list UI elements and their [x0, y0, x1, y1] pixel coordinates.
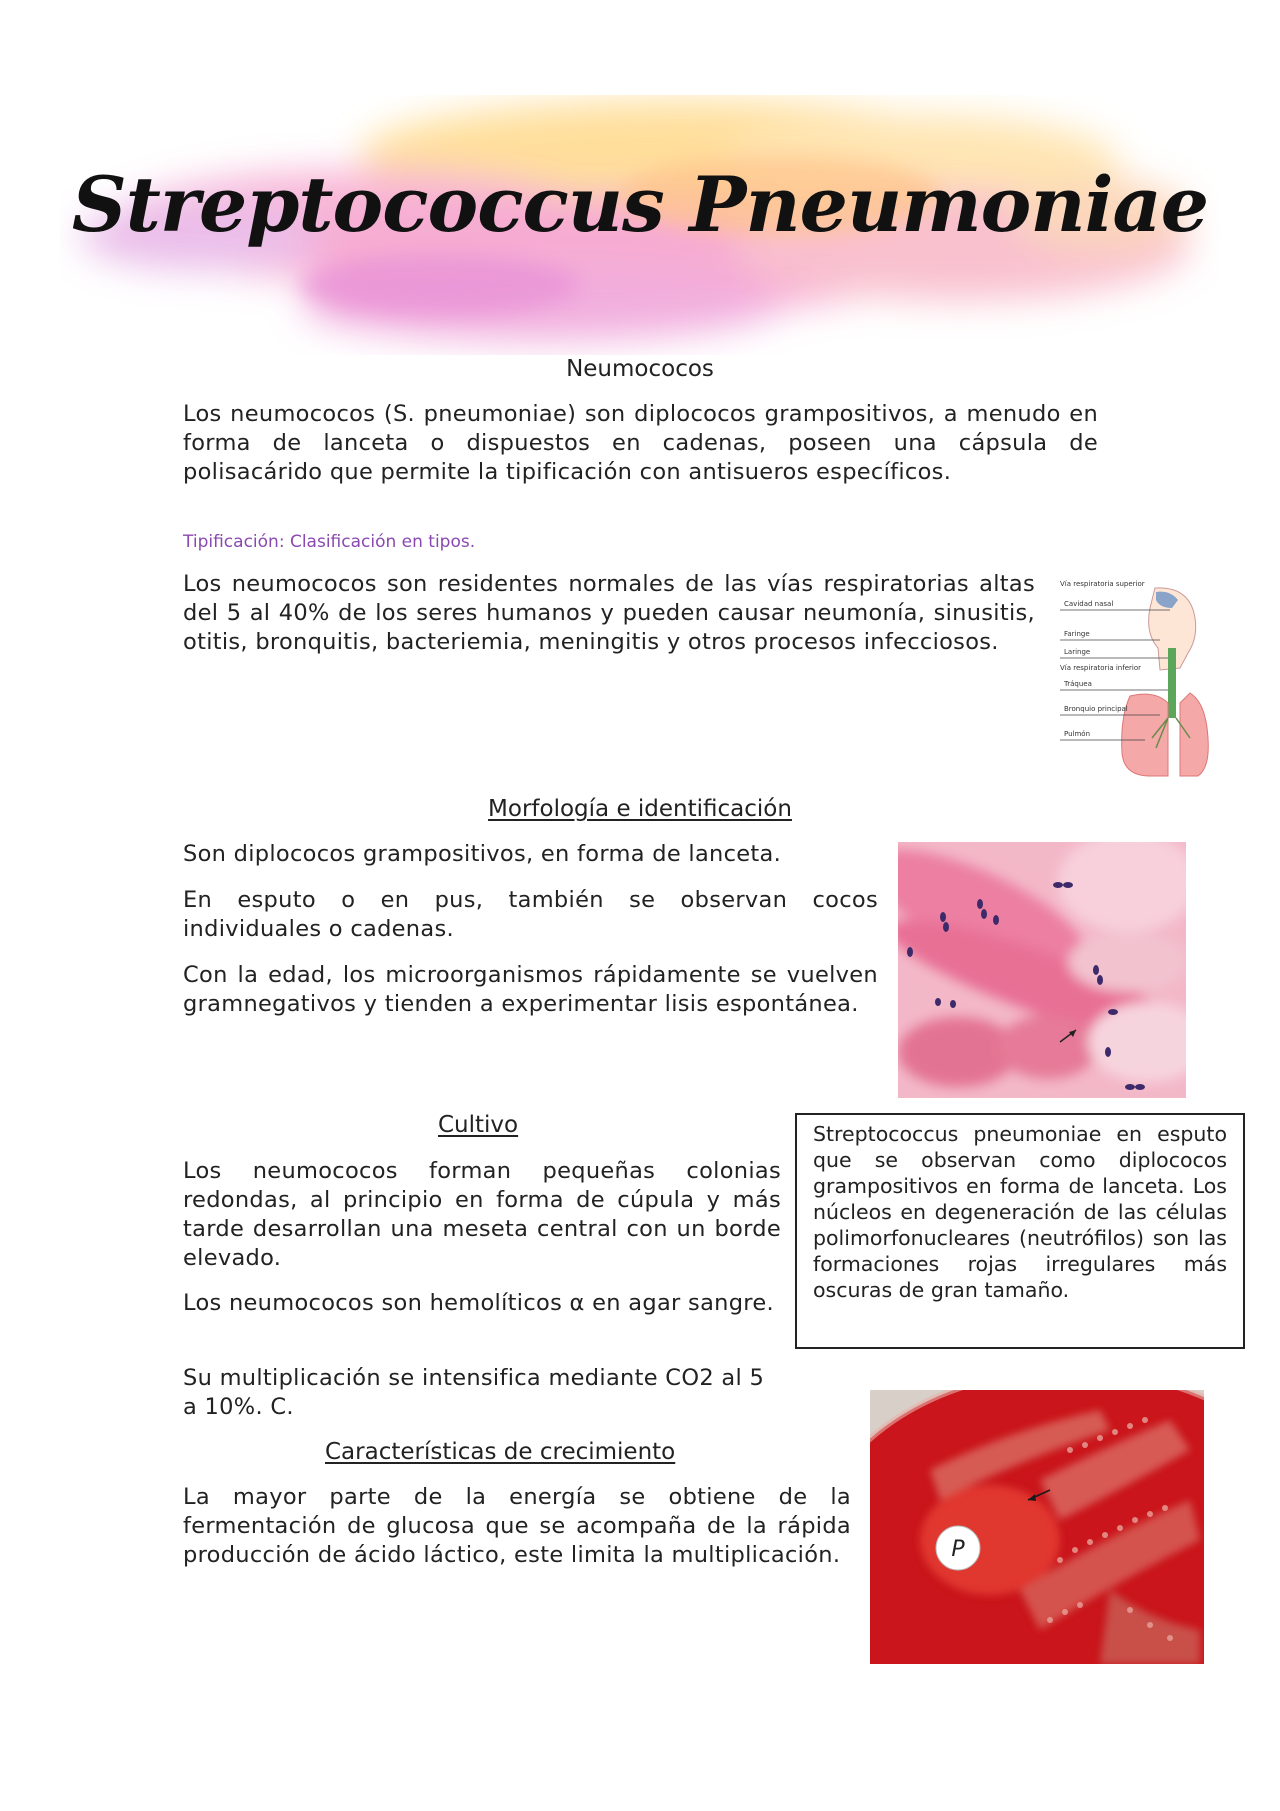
- morphology-p2: En esputo o en pus, también se observan cocos individuales o cadenas.: [183, 887, 878, 942]
- intro-paragraph: Los neumococos (S. pneumoniae) son diplococos grampositivos, a menudo en forma de lanceta o dispuestos en cadenas, poseen una cápsula de polisacárido que permite la tipificación con antisueros específicos.: [183, 401, 1098, 485]
- gram-stain-micrograph: [898, 842, 1186, 1098]
- growth-heading: Características de crecimiento: [325, 1439, 676, 1465]
- micrograph-caption: Streptococcus pneumoniae en esputo que se observan como diplococos grampositivos en forma de lanceta. Los núcleos en degeneración de las células polimorfonucleares (neutrófilos) son las formaciones rojas irregulares más oscuras de gran tamaño.: [795, 1113, 1245, 1349]
- respiratory-tract-diagram: [1060, 578, 1210, 780]
- blood-agar-plate-photo: [870, 1390, 1204, 1664]
- label-lower: Vía respiratoria inferior: [1060, 664, 1141, 672]
- label-bronchus: Bronquio principal: [1064, 705, 1128, 713]
- culture-p3: Su multiplicación se intensifica mediante CO2 al 5 a 10%. C.: [183, 1365, 765, 1420]
- label-lung: Pulmón: [1064, 730, 1091, 738]
- label-trachea: Tráquea: [1064, 680, 1092, 688]
- morphology-p1: Son diplococos grampositivos, en forma de lanceta.: [183, 841, 782, 867]
- plate-label: P: [951, 1537, 965, 1562]
- morphology-heading: Morfología e identificación: [488, 796, 792, 822]
- page-title: Streptococcus Pneumoniae: [71, 160, 1209, 249]
- label-upper: Vía respiratoria superior: [1060, 580, 1145, 588]
- typing-note: Tipificación: Clasificación en tipos.: [183, 532, 476, 552]
- subtitle: Neumococos: [566, 356, 714, 382]
- morphology-p3: Con la edad, los microorganismos rápidamente se vuelven gramnegativos y tienden a experimentar lisis espontánea.: [183, 962, 878, 1017]
- label-nasal: Cavidad nasal: [1064, 600, 1114, 608]
- culture-p1: Los neumococos forman pequeñas colonias redondas, al principio en forma de cúpula y más tarde desarrollan una meseta central con un borde elevado.: [183, 1158, 781, 1271]
- culture-heading: Cultivo: [438, 1112, 519, 1138]
- label-pharynx: Faringe: [1064, 630, 1090, 638]
- culture-p2: Los neumococos son hemolíticos α en agar sangre.: [183, 1290, 774, 1316]
- growth-p1: La mayor parte de la energía se obtiene de la fermentación de glucosa que se acompaña de la rápida producción de ácido láctico, este limita la multiplicación.: [183, 1484, 851, 1568]
- residents-paragraph: Los neumococos son residentes normales de las vías respiratorias altas del 5 al 40% de los seres humanos y pueden causar neumonía, sinusitis, otitis, bronquitis, bacteriemia, meningitis y otros procesos infecciosos.: [183, 571, 1035, 655]
- label-larynx: Laringe: [1064, 648, 1091, 656]
